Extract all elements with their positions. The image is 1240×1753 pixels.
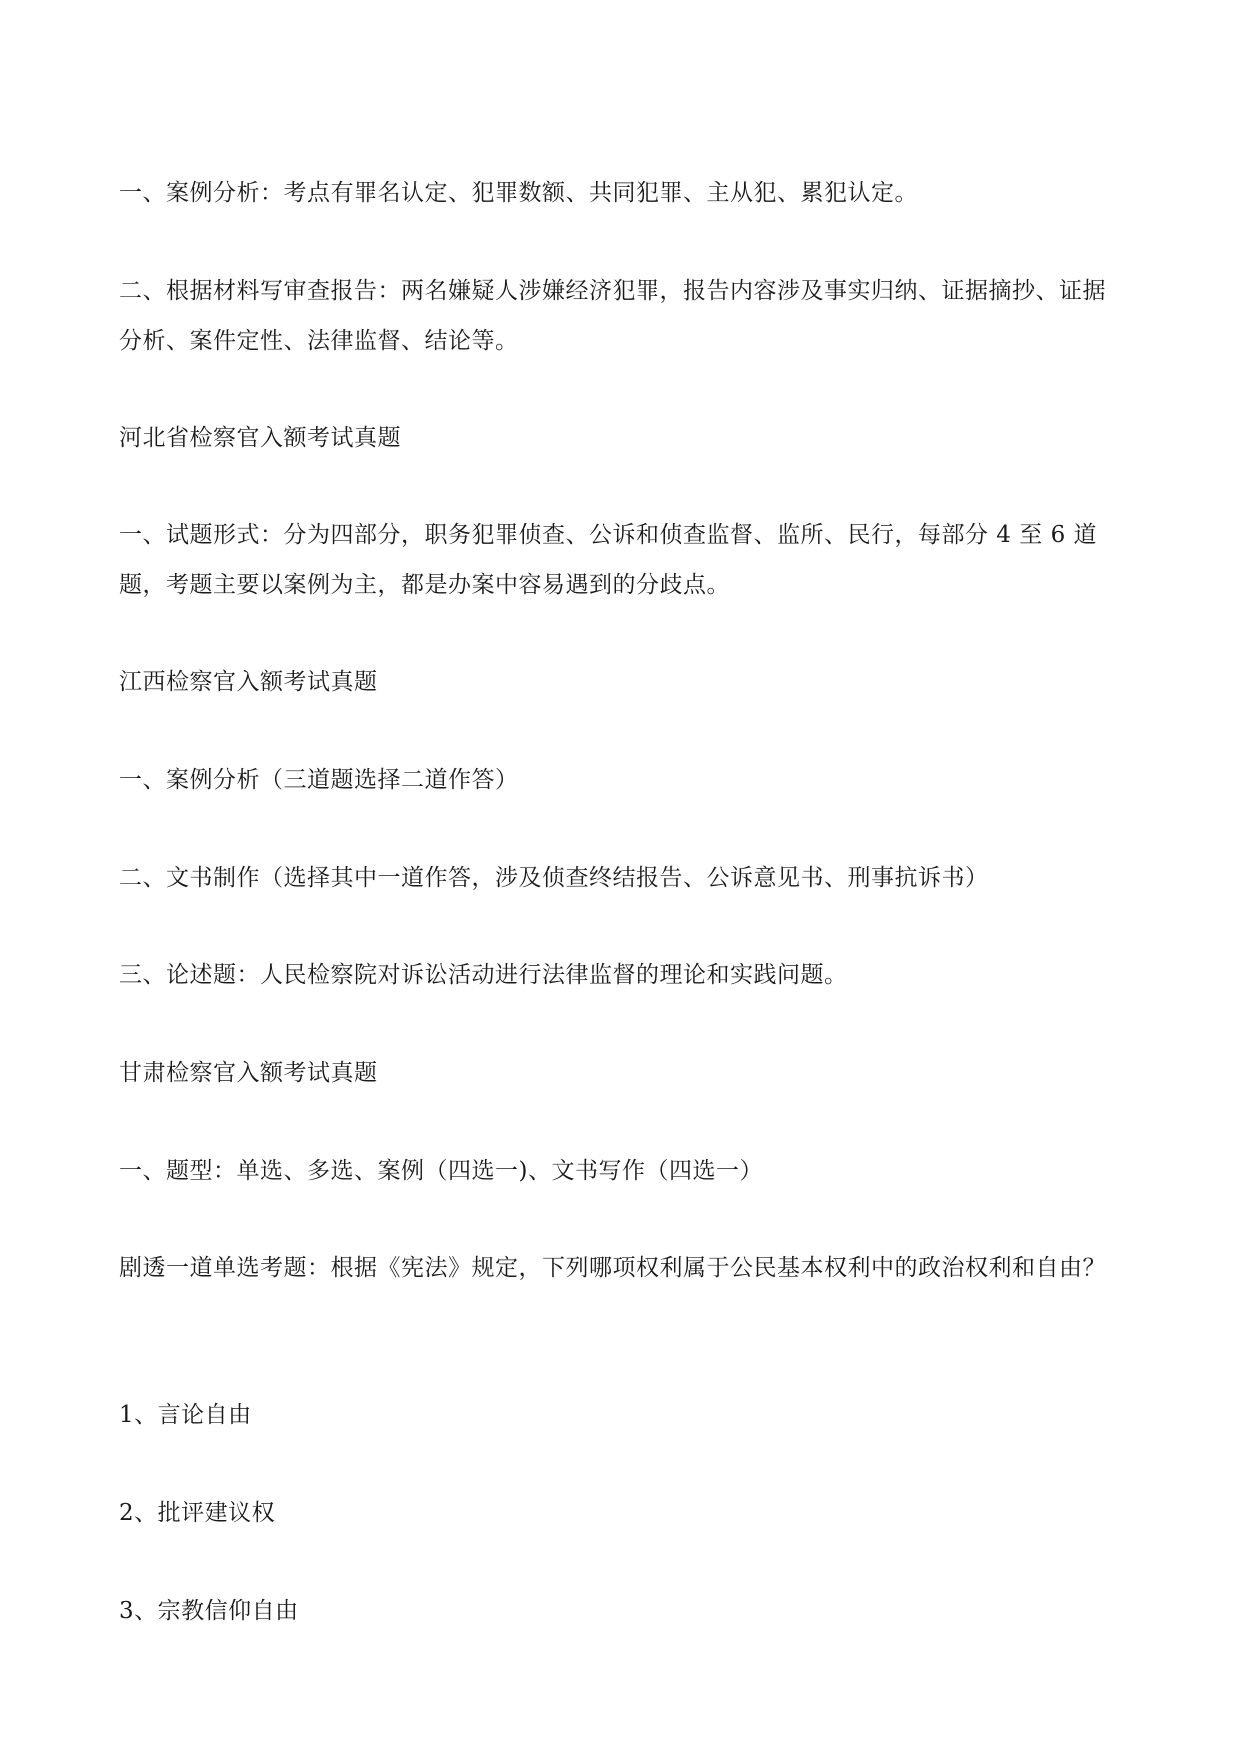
heading-jiangxi-exam: 江西检察官入额考试真题	[119, 669, 378, 695]
paragraph-jiangxi-document-writing: 二、文书制作（选择其中一道作答，涉及侦查终结报告、公诉意见书、刑事抗诉书）	[119, 865, 989, 891]
list-item-option-1: 1、言论自由	[119, 1402, 252, 1428]
paragraph-jiangxi-case-analysis: 一、案例分析（三道题选择二道作答）	[119, 767, 519, 793]
list-item-option-2: 2、批评建议权	[119, 1500, 276, 1526]
paragraph-review-report: 二、根据材料写审查报告：两名嫌疑人涉嫌经济犯罪，报告内容涉及事实归纳、证据摘抄、证据分析、案件定性、法律监督、结论等。	[119, 278, 1106, 354]
paragraph-jiangxi-essay: 三、论述题：人民检察院对诉讼活动进行法律监督的理论和实践问题。	[119, 962, 848, 988]
paragraph-case-analysis-points: 一、案例分析：考点有罪名认定、犯罪数额、共同犯罪、主从犯、累犯认定。	[119, 180, 918, 206]
paragraph-hebei-format: 一、试题形式：分为四部分，职务犯罪侦查、公诉和侦查监督、监所、民行，每部分 4 至 6 道题，考题主要以案例为主，都是办案中容易遇到的分歧点。	[119, 522, 1098, 598]
paragraph-gansu-question-types: 一、题型：单选、多选、案例（四选一)、文书写作（四选一）	[119, 1158, 763, 1184]
list-item-option-3: 3、宗教信仰自由	[119, 1598, 299, 1624]
paragraph-sample-question: 剧透一道单选考题：根据《宪法》规定，下列哪项权利属于公民基本权利中的政治权利和自由？	[119, 1255, 1106, 1281]
heading-hebei-exam: 河北省检察官入额考试真题	[119, 425, 401, 451]
heading-gansu-exam: 甘肃检察官入额考试真题	[119, 1060, 378, 1086]
